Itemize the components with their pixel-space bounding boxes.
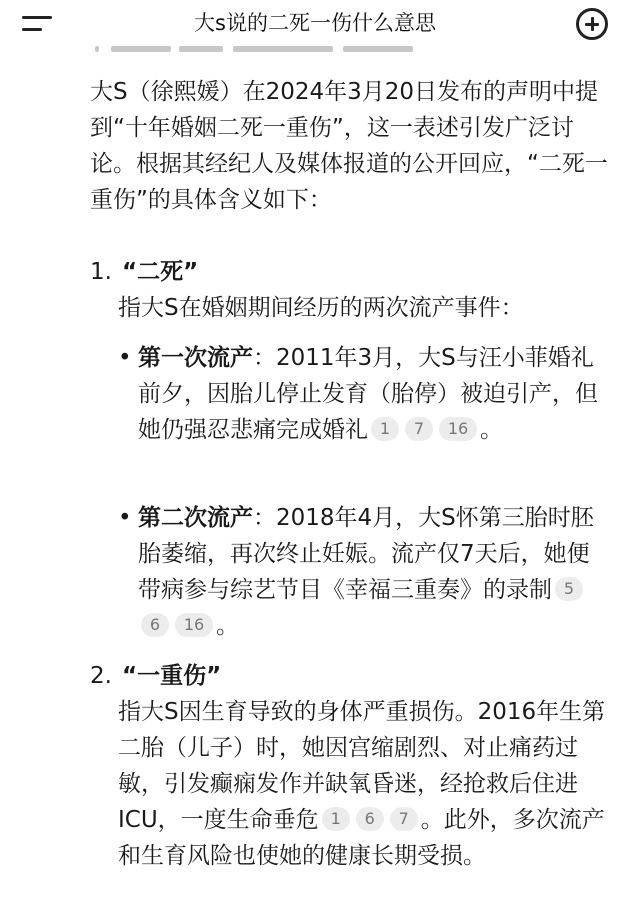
bullet-end: 。 [216, 613, 239, 639]
section-text-end: 。此外，多次流产和生育风险也使她的健康长期受损。 [118, 807, 605, 869]
section-heading [90, 658, 610, 694]
citation-badge[interactable]: 1 [322, 807, 350, 831]
bullet-icon: • [118, 345, 132, 371]
section-description: 指大S在婚姻期间经历的两次流产事件： [118, 295, 524, 321]
section-number: 2. [90, 663, 112, 689]
new-chat-icon[interactable] [576, 8, 608, 40]
citation-badge[interactable]: 6 [356, 807, 384, 831]
bullet-end: 。 [480, 417, 503, 443]
bullet-text: ：2011年3月，大S与汪小菲婚礼前夕，因胎儿停止发育（胎停）被迫引产，但她仍强忍悲痛完成婚礼 [138, 345, 598, 443]
citation-badge[interactable]: 16 [439, 417, 477, 441]
citation-badge[interactable]: 7 [390, 807, 418, 831]
section-paragraph [118, 694, 610, 874]
bullet-text: ：2018年4月，大S怀第三胎时胚胎萎缩，再次终止妊娠。流产仅7天后，她便带病参与综艺节目《幸福三重奏》的录制 [138, 505, 594, 603]
citation-badge[interactable]: 7 [405, 417, 433, 441]
section-title: “二死” [122, 259, 199, 285]
list-item [118, 340, 598, 448]
bullet-label: 第一次流产 [138, 345, 253, 371]
citation-badge[interactable]: 6 [141, 613, 169, 637]
intro-paragraph: 大S（徐熙媛）在2024年3月20日发布的声明中提到“十年婚姻二死一重伤”，这一表述引发广泛讨论。根据其经纪人及媒体报道的公开回应，“二死一重伤”的具体含义如下： [90, 79, 608, 213]
section-title: “一重伤” [122, 663, 222, 689]
section-number: 1. [90, 259, 112, 285]
citation-badge[interactable]: 1 [371, 417, 399, 441]
citation-badge[interactable]: 5 [555, 577, 583, 601]
list-item [118, 500, 598, 644]
section-heading [90, 254, 610, 290]
section-text: 指大S因生育导致的身体严重损伤。2016年生第二胎（儿子）时，她因宫缩剧烈、对止痛药过敏，引发癫痫发作并缺氧昏迷，经抢救后住进ICU，一度生命垂危 [118, 699, 606, 833]
menu-icon[interactable] [22, 14, 52, 34]
bullet-label: 第二次流产 [138, 505, 253, 531]
page-title: 大s说的二死一伤什么意思 [194, 11, 436, 35]
citation-badge[interactable]: 16 [175, 613, 213, 637]
top-bar [0, 0, 630, 46]
bullet-icon: • [118, 505, 132, 531]
